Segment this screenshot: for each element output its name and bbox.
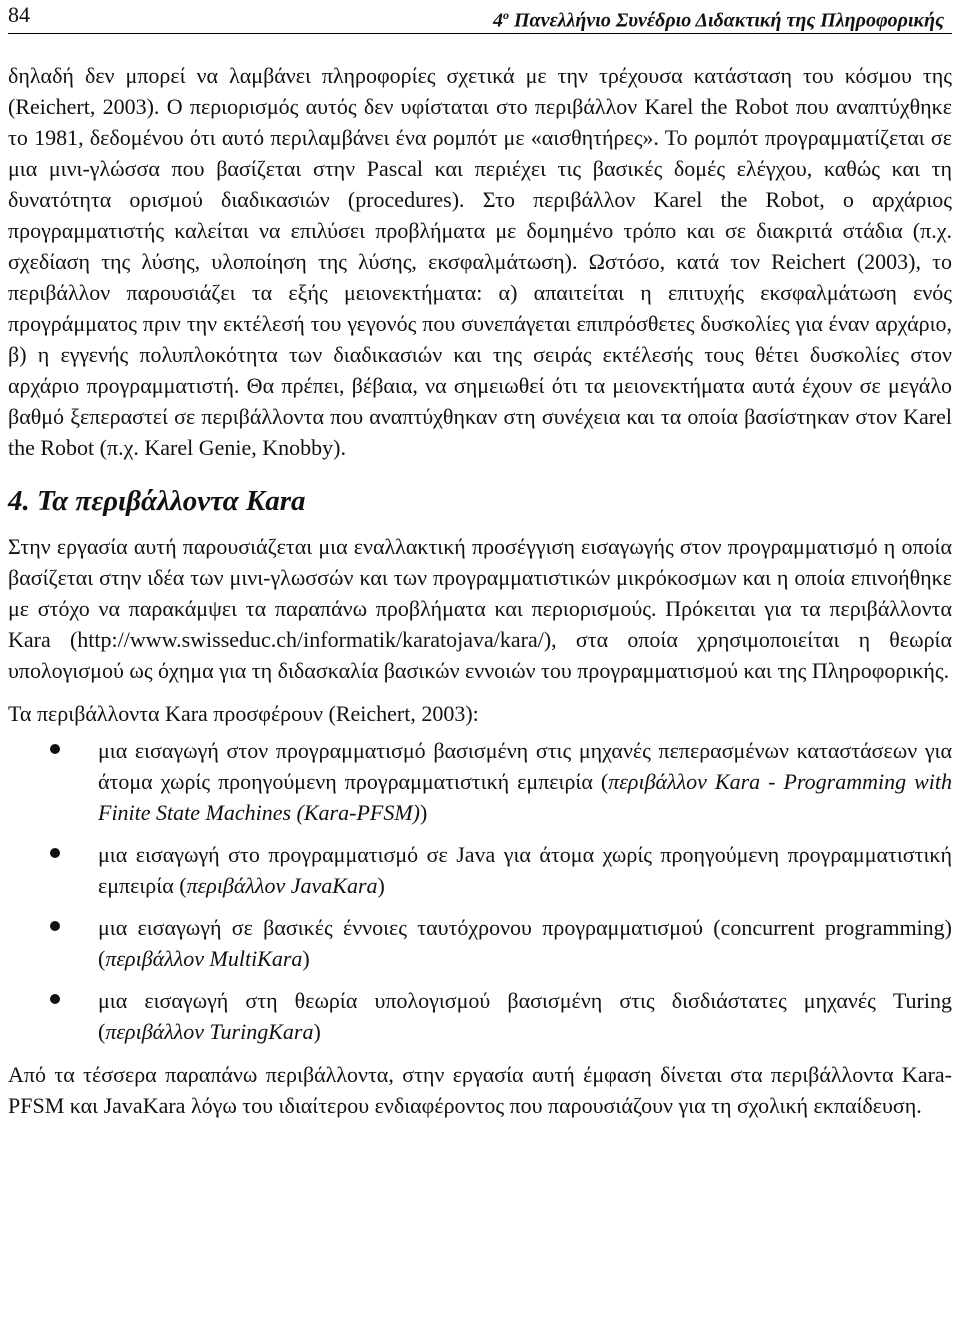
bullet-icon (50, 744, 60, 754)
bullet-list (8, 735, 952, 1047)
list-item-text: μια εισαγωγή στον προγραμματισμό βασισμένη στις μηχανές πεπερασμένων καταστάσεων για άτομα χωρίς προηγούμενη προγραμματιστική εμπειρία ( (98, 738, 952, 794)
environment-name: περιβάλλον Kara - Programming with Finite State Machines (Kara-PFSM) (98, 769, 953, 825)
bullet-icon (50, 921, 60, 931)
list-item (8, 839, 952, 901)
conference-title (493, 3, 944, 33)
list-item-text: μια εισαγωγή στη θεωρία υπολογισμού βασισμένη στις δισδιάστατες μηχανές Turing ( (98, 988, 952, 1044)
list-item-text: μια εισαγωγή σε βασικές έννοιες ταυτόχρονου προγραμματισμού (concurrent programming) ( (98, 915, 952, 971)
environment-name: περιβάλλον TuringKara (105, 1019, 314, 1044)
page-body (8, 60, 952, 1121)
page-number: 84 (8, 2, 30, 27)
conference-name: Πανελλήνιο Συνέδριο Διδακτική της Πληροφορικής (508, 9, 944, 32)
paragraph: Από τα τέσσερα παραπάνω περιβάλλοντα, στην εργασία αυτή έμφαση δίνεται στα περιβάλλοντα Kara-PFSM και JavaKara λόγω του ιδιαίτερου ενδιαφέροντος που παρουσιάζουν για τη σχολική εκπαίδευση. (8, 1062, 952, 1118)
list-item-tail: ) (313, 1019, 321, 1044)
list-item (8, 735, 952, 828)
list-item-tail: ) (419, 800, 428, 825)
bullet-icon (50, 994, 60, 1004)
paragraph: δηλαδή δεν μπορεί να λαμβάνει πληροφορίες σχετικά με την τρέχουσα κατάσταση του κόσμου της (Reichert, 2003). Ο περιορισμός αυτός δεν υφίσταται στο περιβάλλον Karel the Robot που αναπτύχθηκε το 1981, δεδομένου ότι αυτό περιλαμβάνει ένα ρομπότ με «αισθητήρες». Το ρομπότ προγραμματίζεται σε μια μινι-γλώσσα που βασίζεται στην Pascal και περιέχει τις βασικές δομές ελέγχου, καθώς και τη δυνατότητα ορισμού διαδικασιών (procedures). Στο περιβάλλον Karel the Robot, ο αρχάριος προγραμματιστής καλείται να επιλύσει προβλήματα με δομημένο τρόπο και σε διακριτά στάδια (π.χ. σχεδίαση της λύσης, υλοποίηση της λύσης, εκσφαλμάτωση). Ωστόσο, κατά τον Reichert (2003), το περιβάλλον παρουσιάζει τα εξής μειονεκτήματα: α) απαιτείται η επιτυχής εκσφαλμάτωση ενός προγράμματος πριν την εκτέλεσή του γεγονός που συνεπάγεται επιπρόσθετες δυσκολίες για έναν αρχάριο, β) η εγγενής πολυπλοκότητα των διαδικασιών και της σειράς εκτέλεσής τους θέτει δυσκολίες στον αρχάριο προγραμματιστή. Θα πρέπει, βέβαια, να σημειωθεί ότι τα μειονεκτήματα αυτά έχουν σε μεγάλο βαθμό ξεπεραστεί σε περιβάλλοντα που αναπτύχθηκαν στη συνέχεια και τα οποία βασίστηκαν στον Karel the Robot (π.χ. Karel Genie, Knobby). (8, 63, 952, 460)
list-item-tail: ) (302, 946, 310, 971)
list-item (8, 985, 952, 1047)
list-item (8, 912, 952, 974)
environment-name: περιβάλλον MultiKara (105, 946, 303, 971)
running-header (8, 0, 952, 34)
ordinal-suffix: o (502, 8, 509, 22)
section-heading: 4. Τα περιβάλλοντα Kara (8, 485, 306, 517)
list-item-tail: ) (377, 873, 385, 898)
list-intro: Τα περιβάλλοντα Kara προσφέρουν (Reichert, 2003): (8, 701, 479, 726)
paragraph: Στην εργασία αυτή παρουσιάζεται μια εναλλακτική προσέγγιση εισαγωγής στον προγραμματισμό η οποία βασίζεται στην ιδέα των μινι-γλωσσών και των προγραμματιστικών μικρόκοσμων και η οποία επινοήθηκε με στόχο να παρακάμψει τα παραπάνω προβλήματα και περιορισμούς. Πρόκειται για τα περιβάλλοντα Kara (http://www.swisseduc.ch/informatik/karatojava/kara/), στα οποία χρησιμοποιείται η θεωρία υπολογισμού ως όχημα για τη διδασκαλία βασικών εννοιών του προγραμματισμού και της Πληροφορικής. (8, 534, 952, 683)
list-item-text: μια εισαγωγή στο προγραμματισμό σε Java για άτομα χωρίς προηγούμενη προγραμματιστική εμπειρία ( (98, 842, 952, 898)
environment-name: περιβάλλον JavaKara (186, 873, 378, 898)
conference-number: 4 (492, 9, 503, 32)
bullet-icon (50, 848, 60, 858)
